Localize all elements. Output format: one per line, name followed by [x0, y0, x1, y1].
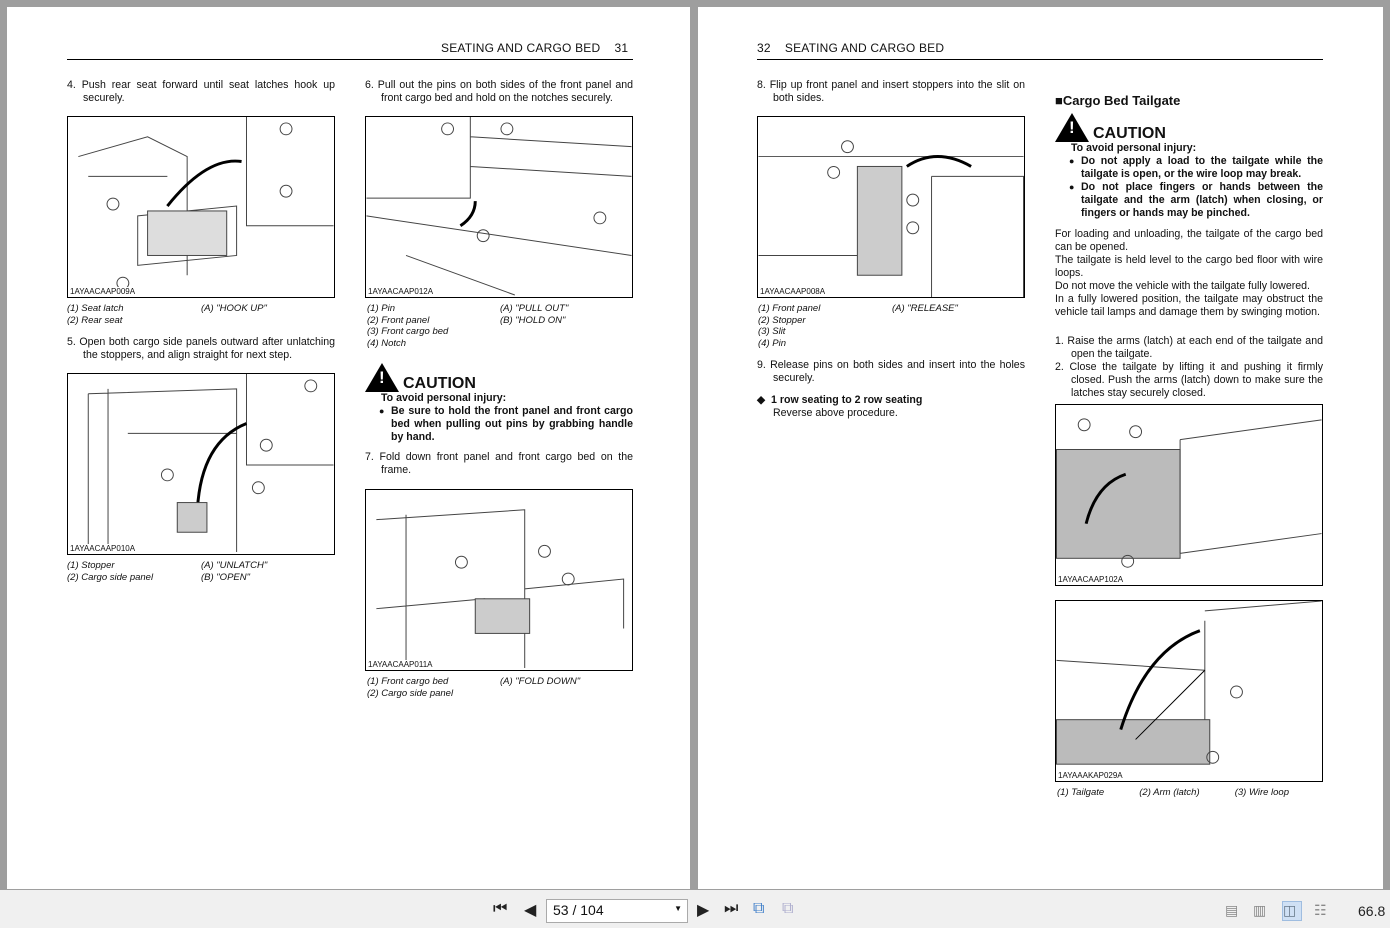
caption-item: (B) "OPEN"	[201, 571, 250, 583]
caption-item: (B) "HOLD ON"	[500, 314, 566, 326]
page-number: 32	[757, 41, 771, 55]
figure-caption	[500, 676, 580, 688]
caption-item: (1) Tailgate	[1057, 787, 1105, 798]
page-header	[441, 41, 628, 55]
first-page-button[interactable]: ⏮	[493, 900, 508, 917]
subsection-heading: 1 row seating to 2 row seating	[771, 394, 923, 406]
figure-caption	[201, 560, 267, 583]
chevron-down-icon[interactable]: ▼	[674, 904, 682, 913]
header-rule	[757, 59, 1323, 60]
caution-box	[1055, 113, 1323, 220]
figure-fold-down	[365, 489, 633, 671]
caption-item: (A) "PULL OUT"	[500, 303, 569, 314]
figure-caption	[892, 303, 958, 315]
single-page-view-icon[interactable]: ▤	[1225, 902, 1239, 918]
caption-item: (1) Front panel	[758, 303, 821, 314]
caption-item: (4) Pin	[758, 337, 786, 349]
tailgate-steps: 1. Raise the arms (latch) at each end of the tailgate and open the tailgate. 2. Close the tailgate by lifting it and pushing it firmly closed. Push the arms (latch) down to make sure the latches stay securely closed.	[1055, 335, 1323, 399]
caption-item: (2) Stopper	[758, 314, 806, 326]
caption-item: (A) "UNLATCH"	[201, 560, 268, 571]
section-title: ■Cargo Bed Tailgate	[1055, 93, 1181, 108]
previous-view-icon[interactable]: ⧉	[753, 900, 765, 917]
page-number: 31	[614, 41, 629, 55]
step-9: 9. Release pins on both sides and insert into the holes securely.	[757, 359, 1025, 384]
figure-code: 1AYAACAAP011A	[368, 660, 433, 669]
figure-seat-latch	[67, 116, 335, 298]
header-title: SEATING AND CARGO BED	[441, 41, 601, 55]
step-7: 7. Fold down front panel and front cargo bed on the frame.	[365, 451, 633, 476]
figure-code: 1AYAACAAP012A	[368, 287, 434, 296]
step-4: 4. Push rear seat forward until seat latches hook up securely.	[67, 79, 335, 104]
figure-caption	[1057, 787, 1325, 799]
figure-code: 1AYAACAAP009A	[70, 287, 136, 296]
continuous-view-icon[interactable]: ▥	[1253, 902, 1267, 918]
figure-caption	[67, 560, 153, 583]
figure-cargo-side-panel	[67, 373, 335, 555]
figure-caption	[758, 303, 820, 349]
figure-code: 1AYAACAAP102A	[1058, 575, 1124, 584]
subsection-text: Reverse above procedure.	[773, 407, 898, 419]
next-page-button[interactable]: ▶	[697, 902, 710, 919]
caption-item: (2) Cargo side panel	[67, 571, 154, 583]
figure-code: 1AYAACAAP010A	[70, 544, 136, 553]
caption-item: (2) Cargo side panel	[367, 687, 454, 699]
header-rule	[67, 59, 633, 60]
caption-item: (A) "RELEASE"	[892, 303, 958, 314]
caution-bullet: ● Do not place fingers or hands between the tailgate and the arm (latch) when closing, or fingers or hands may be pinched.	[1055, 181, 1323, 220]
step-6: 6. Pull out the pins on both sides of the front panel and front cargo bed and hold on the notches securely.	[365, 79, 633, 104]
figure-caption	[367, 676, 453, 699]
last-page-button[interactable]: ⏭	[724, 900, 739, 917]
header-title: SEATING AND CARGO BED	[784, 41, 945, 55]
step-5: 5. Open both cargo side panels outward after unlatching the stoppers, and align straight for next step.	[67, 336, 335, 361]
page-header	[757, 41, 944, 55]
figure-caption	[67, 303, 124, 326]
facing-view-icon[interactable]: ◫	[1282, 901, 1302, 921]
caution-box	[365, 363, 633, 444]
previous-page-button[interactable]: ◀	[524, 902, 537, 919]
caution-intro: To avoid personal injury:	[1071, 142, 1197, 154]
caution-title: CAUTION	[1093, 125, 1166, 142]
warning-icon	[365, 363, 399, 392]
figure-caption	[201, 303, 267, 315]
zoom-level[interactable]: 66.8	[1358, 903, 1386, 919]
left-page	[7, 7, 690, 889]
figure-tailgate-open	[1055, 404, 1323, 586]
caption-item: (1) Front cargo bed	[367, 676, 449, 687]
caption-item: (2) Front panel	[367, 314, 430, 326]
figure-code: 1AYAACAAP008A	[760, 287, 826, 296]
caption-item: (2) Rear seat	[67, 314, 123, 326]
continuous-facing-view-icon[interactable]: ☷	[1314, 902, 1327, 918]
warning-icon	[1055, 113, 1089, 142]
caption-item: (1) Seat latch	[67, 303, 124, 314]
figure-front-panel-pins	[365, 116, 633, 298]
caption-item: (2) Arm (latch)	[1139, 787, 1200, 798]
figure-caption	[367, 303, 448, 349]
caption-item: (1) Pin	[367, 303, 395, 314]
figure-caption	[500, 303, 568, 326]
tailgate-description: For loading and unloading, the tailgate of the cargo bed can be opened. The tailgate is held level to the cargo bed floor with wire loops. Do not move the vehicle with the tailgate fully lowered. In a fully lowered position, the tailgate may obstruct the vehicle tail lamps and damage them by swinging motion.	[1055, 228, 1323, 318]
caption-item: (A) "FOLD DOWN"	[500, 676, 581, 687]
page-number-field[interactable]: 53 / 104 ▼	[546, 899, 688, 923]
next-view-icon[interactable]: ⧉	[782, 900, 794, 917]
diamond-icon: ◆	[757, 394, 766, 406]
figure-flip-up-panel	[757, 116, 1025, 298]
caution-bullet: ● Be sure to hold the front panel and front cargo bed when pulling out pins by grabbing handle by hand.	[365, 405, 633, 444]
caption-item: (1) Stopper	[67, 560, 115, 571]
subsection	[757, 394, 1025, 420]
caption-item: (3) Slit	[758, 326, 786, 337]
right-page	[698, 7, 1383, 889]
figure-tailgate-lowered	[1055, 600, 1323, 782]
caution-intro: To avoid personal injury:	[381, 392, 507, 404]
caution-bullet: ● Do not apply a load to the tailgate while the tailgate is open, or the wire loop may break.	[1055, 155, 1323, 181]
figure-code: 1AYAAAKAP029A	[1058, 771, 1123, 780]
caption-item: (3) Front cargo bed	[367, 326, 449, 337]
caption-item: (3) Wire loop	[1234, 787, 1289, 798]
caption-item: (4) Notch	[367, 337, 407, 349]
square-bullet-icon: ■	[1055, 93, 1063, 108]
viewer-toolbar	[0, 890, 1390, 928]
caption-item: (A) "HOOK UP"	[201, 303, 267, 314]
caution-title: CAUTION	[403, 375, 476, 392]
step-8: 8. Flip up front panel and insert stoppers into the slit on both sides.	[757, 79, 1025, 104]
